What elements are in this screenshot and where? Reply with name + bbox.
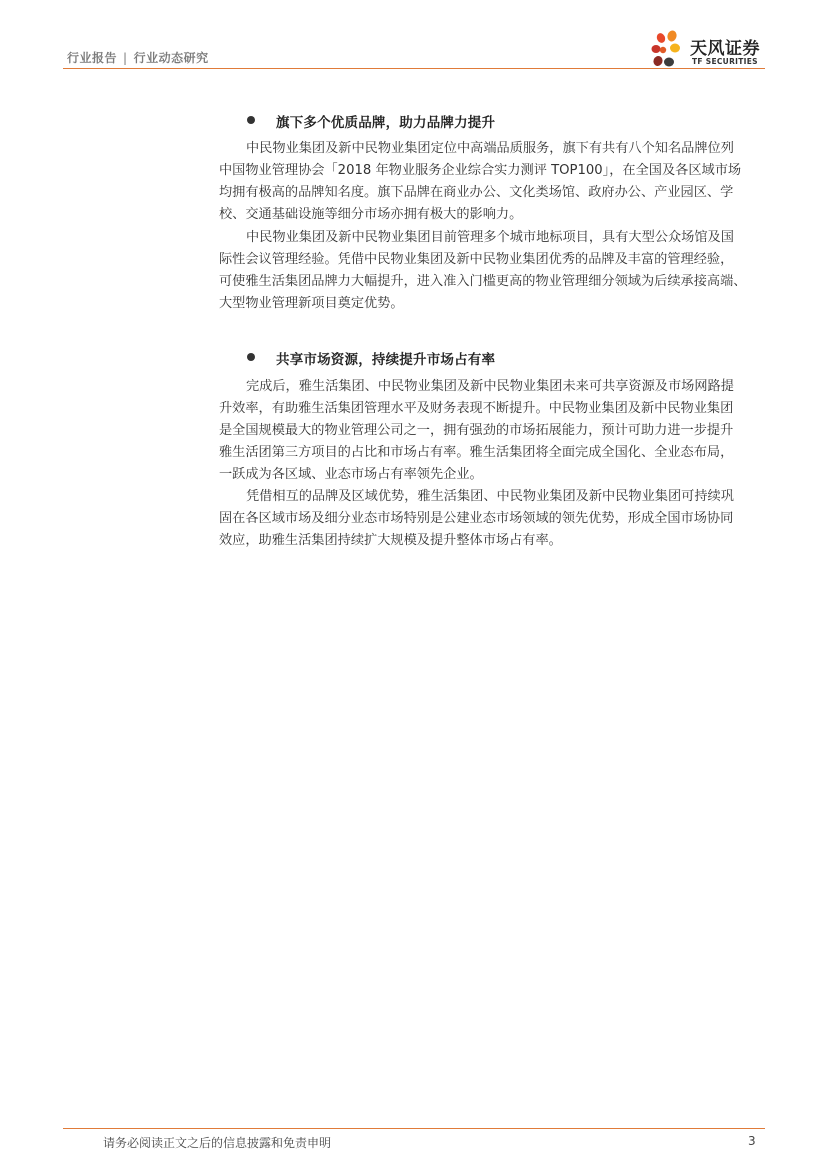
paragraph-line: 中民物业集团及新中民物业集团目前管理多个城市地标项目，具有大型公众场馆及国 <box>246 230 734 245</box>
paragraph-line: 完成后，雅生活集团、中民物业集团及新中民物业集团未来可共享资源及市场网路提 <box>246 379 734 394</box>
logo-english-name: TF SECURITIES <box>692 57 758 66</box>
paragraph <box>219 138 767 226</box>
paragraph-line: 效应，助雅生活集团持续扩大规模及提升整体市场占有率。 <box>219 533 562 548</box>
paragraph-line: 际性会议管理经验。凭借中民物业集团及新中民物业集团优秀的品牌及丰富的管理经验， <box>219 252 734 267</box>
paragraph-line: 大型物业管理新项目奠定优势。 <box>219 296 404 311</box>
paragraph-line: 雅生活团第三方项目的占比和市场占有率。雅生活集团将全面完成全国化、全业态布局， <box>219 445 734 460</box>
page-header <box>0 0 827 72</box>
header-category: 行业报告 <box>67 51 118 65</box>
paragraph-line: 可使雅生活集团品牌力大幅提升，进入准入门槛更高的物业管理细分领域为后续承接高端、 <box>219 274 747 289</box>
paragraph-line: 是全国规模最大的物业管理公司之一，拥有强劲的市场拓展能力，预计可助力进一步提升 <box>219 423 734 438</box>
paragraph-line: 中民物业集团及新中民物业集团定位中高端品质服务，旗下有共有八个知名品牌位列 <box>246 141 734 156</box>
header-subcategory: 行业动态研究 <box>133 51 209 65</box>
page-number: 3 <box>748 1134 756 1148</box>
bullet-icon <box>247 116 255 124</box>
section-heading-text: 共享市场资源，持续提升市场占有率 <box>276 352 496 368</box>
paragraph <box>219 486 767 552</box>
paragraph <box>219 227 767 315</box>
paragraph-line: 均拥有极高的品牌知名度。旗下品牌在商业办公、文化类场馆、政府办公、产业园区、学 <box>219 185 734 200</box>
footer-disclaimer: 请务必阅读正文之后的信息披露和免责申明 <box>103 1136 332 1150</box>
company-logo <box>650 30 770 72</box>
logo-chinese-name: 天风证券 <box>690 39 760 59</box>
footer-divider <box>63 1128 765 1129</box>
header-separator: | <box>123 51 128 65</box>
paragraph-line: 一跃成为各区域、业态市场占有率领先企业。 <box>219 467 483 482</box>
paragraph-line: 中国物业管理协会「2018 年物业服务企业综合实力测评 TOP100」，在全国及各区域市场 <box>219 163 742 178</box>
bullet-icon <box>247 353 255 361</box>
tf-petal-logo-icon <box>650 30 688 70</box>
paragraph <box>219 376 767 486</box>
paragraph-line: 固在各区域市场及细分业态市场特别是公建业态市场领域的领先优势，形成全国市场协同 <box>219 511 734 526</box>
header-divider <box>63 68 765 69</box>
paragraph-line: 校、交通基础设施等细分市场亦拥有极大的影响力。 <box>219 207 523 222</box>
section-heading-text: 旗下多个优质品牌，助力品牌力提升 <box>276 115 496 131</box>
paragraph-line: 凭借相互的品牌及区域优势，雅生活集团、中民物业集团及新中民物业集团可持续巩 <box>246 489 734 504</box>
paragraph-line: 升效率，有助雅生活集团管理水平及财务表现不断提升。中民物业集团及新中民物业集团 <box>219 401 734 416</box>
header-breadcrumb <box>67 49 209 66</box>
